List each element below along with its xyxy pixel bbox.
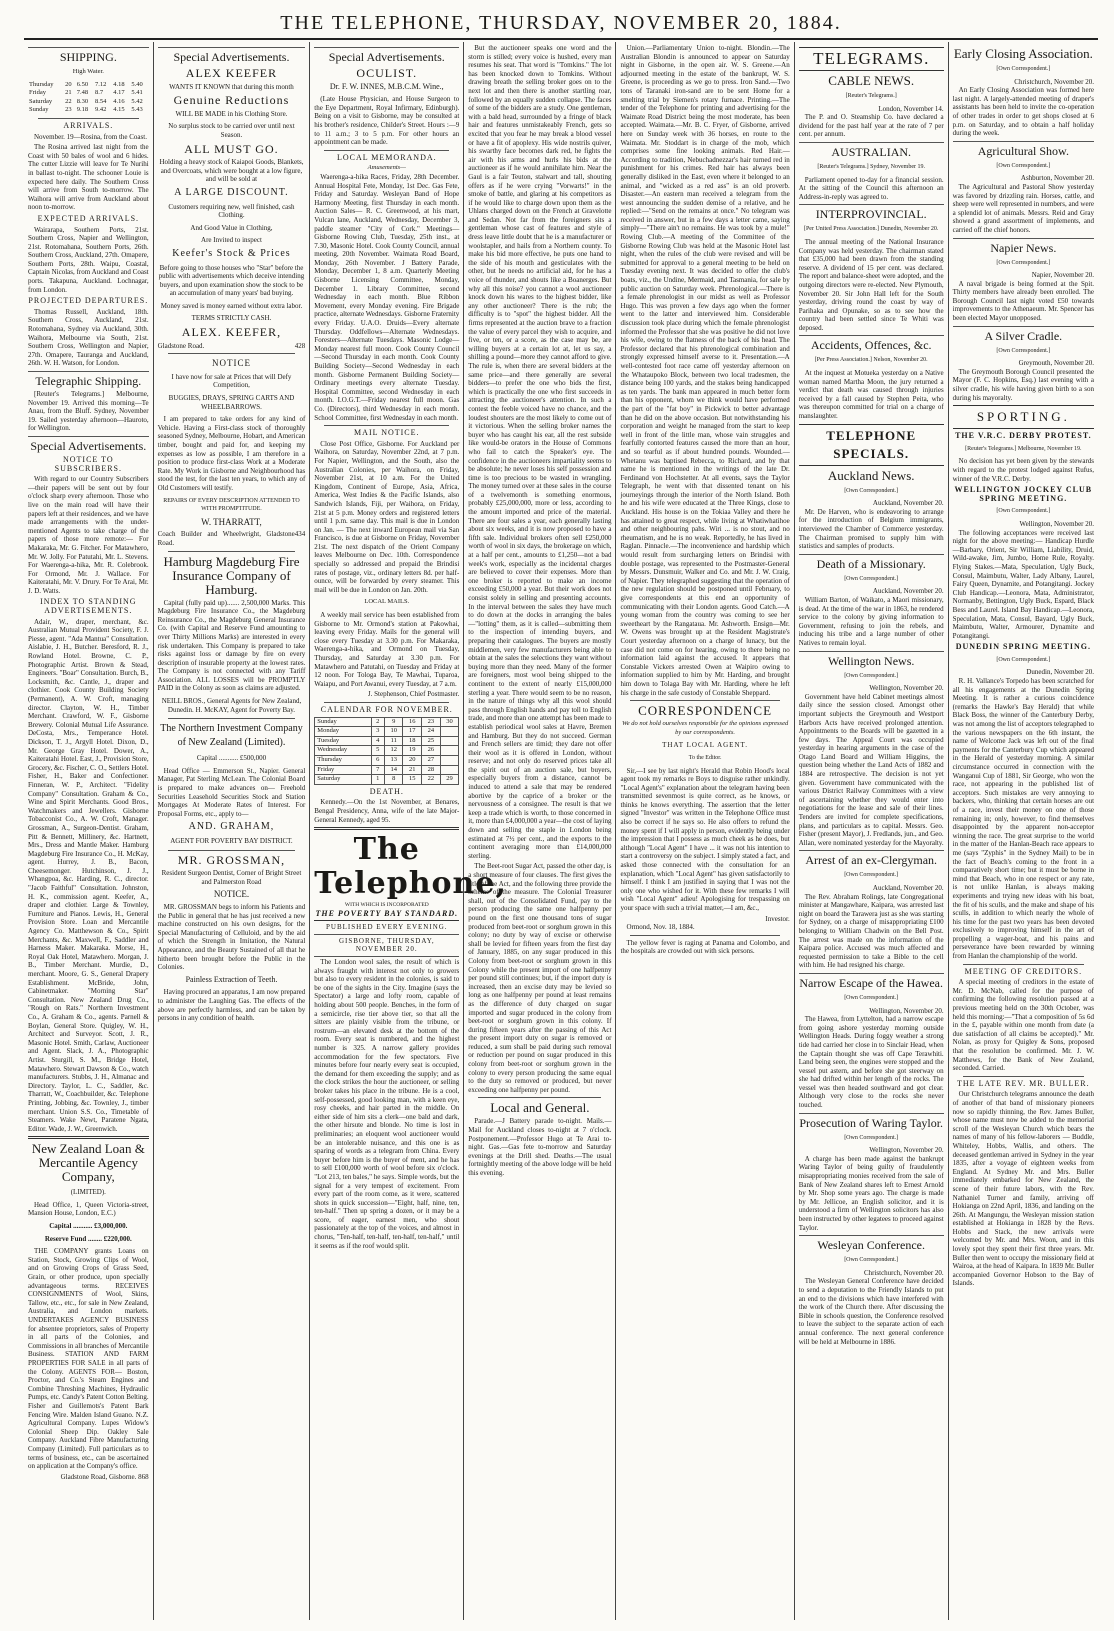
column-3 [310, 42, 507, 1620]
australian-source: [Reuter's Telegrams.] Sydney, November 19. [817, 163, 926, 170]
repairs-text: REPAIRS OF EVERY DESCRIPTION ATTENDED TO WITH PROMPTITUDE. [163, 497, 300, 513]
dunedin-dateline: Dunedin, November 20. [1026, 668, 1095, 677]
own-correspondent: [Own Correspondent.] [844, 1134, 899, 1141]
column-4 [464, 42, 616, 1620]
tharratt-address [158, 530, 306, 547]
tide-cell: 9.42 [94, 106, 107, 114]
calendar-date: 30 [440, 717, 459, 727]
page-header: THE TELEPHONE, THURSDAY, NOVEMBER 20, 1884. [24, 8, 1098, 40]
divider [314, 934, 459, 935]
calendar-date [440, 727, 459, 737]
tide-cell: 21 [65, 89, 72, 97]
buggies-heading: BUGGIES, DRAYS, SPRING CARTS AND WHEELBARROWS. [168, 394, 295, 411]
keefers-stock-prices: Keefer's Stock & Prices [172, 247, 291, 259]
cradle-body: The Greymouth Borough Council presented the Mayor (F. C. Hopkins, Esq.) last evening with a silver cradle, his wife having given birth to a son during his mayoralty. [952, 367, 1095, 402]
divider [478, 1097, 601, 1098]
calendar-day: Wednesday [315, 746, 371, 756]
calendar-date [440, 755, 459, 765]
invited-text: Are Invited to inspect [201, 236, 262, 245]
calendar-row [315, 755, 459, 765]
hawea-body: The Hawea, from Lyttelton, had a narrow escape from going ashore yesterday morning outside Wellington Heads. During foggy weather a strong tide had carried her close in to Sinclair Head, when the Captain thought she was off Cape Terawhiti. Land being seen, the engines were stopped and the vessel put astern, and before she got steerway on she had drifted within her length of the rocks. The vessel was then headed southward and got clear. Although very close to the rocks she never touched. [798, 1015, 944, 1110]
hawea-dateline: Wellington, November 20. [869, 1006, 944, 1015]
auckland-dateline: Auckland, November 20. [872, 499, 944, 508]
calendar-date: 26 [422, 746, 441, 756]
calendar-date: 19 [403, 746, 422, 756]
calendar-date: 2 [371, 717, 384, 727]
tide-table-title: High Water. [72, 68, 104, 75]
amusements-label: Amusements— [367, 164, 406, 172]
wesleyan-heading: Wesleyan Conference. [799, 1235, 944, 1252]
divider [324, 150, 449, 151]
calendar-date: 21 [403, 765, 422, 775]
before-going-text: Before going to those houses who "Star" before the public with advertisements which deceive intending buyers, and upon examination show the stock to be an accumulation of many years' bad buying. [158, 263, 305, 298]
wjc-body: The following acceptances were received last night for the above meeting:— Handicap Hurdle—Barbary, Orient, Sir William, Liability, Druid, Wild-awake, Jim, Jumbo, Home Rule, Royalty. Flying Stakes.—Mata, Speculation, Ugly Buck, Consul, Maimbutu, Walter, Lady Albany, Laurel, Fairy Queen, Dynamite, and Potangitangi. Jockey Club Handicap.—Leonora, Mata, Administrator, Normanby, Bettington, Ugly Buck, Espard, Black Bess and Laurel. Island Bay Handicap.—Leonora, Speculation, Mata, Consul, Bayard, Ugly Buck, Maimbutu, Walter, Armourer, Dynamite and Potangitangi. [952, 528, 1095, 640]
calendar-date: 8 [384, 775, 403, 785]
arrest-dateline: Auckland, November 20. [872, 884, 944, 892]
letter-body: Sir,—I see by last night's Herald that Robin Hood's local agent took my remarks re Boys to disguise rather unkindly. "Local Agent's" explanation about the telegram having been transmitted sevenmost is quite correct, as he knows, or thinks he knows everything. The assertion that the letter signed "Investor" was written in the Telephone Office must also be correct if he says so. He also offers to refund the money spent if I will apply in person, evidently being under the impression that I possess as much cheek as he does, but although "Local Agent" I have ... it was not his intention to start a controversy on the subject. I simply stated a fact, and asked those connected with the consultation for an explanation, which "Local Agent" has given satisfactorily to himself. I think I am justified in saying that I was not the only one who wished for it. With these few remarks I will wish "Local Agent" adieu! Apologising for trespassing on your space with such a trivial matter,—I am, &c., [620, 766, 790, 912]
wjc-heading: WELLINGTON JOCKEY CLUB SPRING MEETING. [954, 485, 1093, 503]
calendar-date: 25 [422, 736, 441, 746]
calendar-date: 18 [403, 736, 422, 746]
local-memoranda-heading: LOCAL MEMORANDA. [336, 152, 437, 162]
special-ads-heading: Special Advertisements. [158, 47, 306, 64]
notice-subscribers-text: With regard to our Country Subscribers—their papers will be sent out by four o'clock sharp every afternoon. Those who live on the main road will have their papers left at their residences, and we have made arrangements with the under-mentioned Agents to take charge of the papers of those more remote:— For Makaraka, Mr. G. Fitcher. For Matawhero, Mr. W. Jolly. For Patutahi, Mr. L. Stevens. For Waerenga-a-hika, Mr. R. Colebrook. For Ormond, Mr. J. Wallace. For Kaiteratahi, Mr. V. Drury. For Te Arai, Mr. J. D. Watts. [28, 475, 149, 595]
painless-body: Having procured an apparatus, I am now prepared to administer the Laughing Gas. The effects of the above are perfectly harmless, and can be taken by persons in any condition of health. [157, 988, 306, 1023]
wesleyan-dateline: Christchurch, November 20. [863, 1268, 944, 1277]
hamburg-heading: Hamburg Magdeburg Fire Insurance Company of Hamburg. [163, 553, 300, 597]
letter-title: THAT LOCAL AGENT. [662, 741, 749, 750]
tide-cell: 4.18 [113, 80, 125, 88]
tide-row [28, 106, 149, 115]
australian-body: Parliament opened to-day for a financial session. At the sitting of the Council this afternoon an Address-in-reply was agreed to. [798, 175, 944, 201]
northern-capital: Capital ........... £500,000 [196, 754, 267, 763]
divider [168, 850, 296, 851]
terms-cash: TERMS STRICTLY CASH. [191, 314, 272, 323]
calendar-date: 15 [403, 775, 422, 785]
wants-it-known: WANTS IT KNOWN that during this month [169, 82, 294, 91]
nzloan-limited: (LIMITED). [70, 1188, 106, 1197]
arrivals-list: November. 19—Rosina, from the Coast. [34, 132, 147, 141]
calendar-date: 7 [371, 765, 384, 775]
correspondence-disclaimer: We do not hold ourselves responsible for the opinions expressed by our correspondents. [621, 720, 789, 736]
own-correspondent: [Own Correspondent.] [844, 872, 899, 879]
calendar-date: 29 [440, 775, 459, 785]
local-general-heading: Local and General. [490, 1100, 590, 1116]
tide-cell: Saturday [29, 97, 53, 105]
notice-subscribers-heading: NOTICE TO SUBSCRIBERS. [54, 454, 122, 473]
dunedin-body: R. H. Vallance's Torpedo has been scratched for all his engagements at the Dunedin Spring Meeting. It is rather a curious coincidence (remarks the Hawke's Bay Herald) that while Black Boss, the winner of the Canterbury Derby, was not among the list of acceptors telegraphed to the various newspapers on the 6th instant, the name of Welcome Jack was left out of the final payments for the Canterbury Cup which appeared in the Herald of yesterday morning. A similar circumstance occurred in connection with the Wanganui Cup of 1881, Sir George, who won the race, not appearing in the published list of acceptors. Such mistakes are very annoying to backers, who, thinking that certain horses are out of a race, invest their money on one of those remaining in; only, however, to find themselves disappointed by the apparent non-acceptor winning the race. The great surprise to the world in the matter of the Hanlan-Beach race appears to me (says "Zyphis" in the Sydney Mail) to be in the fact of Beach's coming to the front in a comparatively short time; but it must be borne in mind that Beach, who in one respect or any rate, is not unlike Hanlan, is always making experiments and trying new ideas with his boat, the fit of his sculls, and the make and shape of his sculls, in addition to which nearly the whole of his time for the past two years has been devoted exclusively to improving himself in the art of propelling a wager-boat, and his pains and perseverance have been rewarded by winning from Hanlan the championship of the world. [952, 677, 1095, 961]
tide-cell: 22 [65, 97, 72, 105]
clothing-store: WILL BE MADE in his Clothing Store. [175, 109, 288, 118]
missionary-heading: Death of a Missionary. [799, 554, 944, 571]
interprovincial-source: [Per United Press Association.] Dunedin, November 20. [803, 226, 939, 233]
graham-agent: AGENT FOR POVERTY BAY DISTRICT. [170, 837, 293, 845]
own-correspondent: [Own Correspondent.] [996, 508, 1051, 515]
customers-text: Customers requiring new, well finished, cash Clothing. [168, 202, 295, 220]
calendar-date: 11 [384, 736, 403, 746]
arrest-heading: Arrest of an ex-Clergyman. [799, 850, 944, 867]
tide-cell: 6.50 [76, 80, 89, 88]
calendar-date [440, 765, 459, 775]
silver-cradle-heading: A Silver Cradle. [953, 326, 1094, 343]
calendar-day: Tuesday [315, 736, 371, 746]
interprovincial-body: The annual meeting of the National Insurance Company was held yesterday. The chairman stated that £35,000 had been drawn from the standing reserve. A dividend of 15 per cent. was declared. The report and balance-sheet were adopted, and the outgoing directors were re-elected. New Plymouth, November 20. Sir John Hall left for the South yesterday, driving round the coast by way of Parihaka and Opunake, so as to see how the country had been settled since Te Whiti was deposed. [798, 237, 944, 332]
calendar-date: 3 [371, 727, 384, 737]
innes-name: Dr. F. W. INNES, M.B.C.M. Wine., [329, 81, 444, 91]
derby-protest-heading: THE V.R.C. DERBY PROTEST. [955, 431, 1092, 441]
calendar-date: 1 [371, 775, 384, 785]
calendar-heading: CALENDAR FOR NOVEMBER. [320, 704, 453, 714]
tharratt-notice-text: I have now for sale at Prices that will Defy Competition, [171, 372, 292, 390]
index-list: Adair, W., draper, merchant, &c. Australian Mutual Provident Society, F. J. Piesse, agent. "Ada Mantua" Consultation. Aislabie, J. H., Butcher. Beresford, R. J., Rowland Hotel. Browne, C. P., Photographic Artist. Brown & Stead, Engineers. "Boar" Consultation. Burch, B., Locksmith, &c. Cantle, J., draper and clothier. Cook County Building Society (Permanent), A. W. Croft, managing director. Clayton, W. H., Timber Merchant. Crawford, W. F., Gisborne Brewery. Colonial Mutual Life Assurance. DeCosta, Mrs., Temperance Hotel. Dickson, T. J., Argyll Hotel. Dixon, D., Mr. George Gray Hotel. Dower, A., Kaiteratahi Hotel. East, J., Provision Store, Grocery, &c. Fischer, C. O., Settlers Hotel. Fisher, H., Baker and Confectioner. Finneran, W. P., Architect. "Fidelity Company" Consultation. Graham & Co., Wine and Spirit Merchants. Good Bros., Watchmakers and Jewellers. Gisborne Tobacconist Co., A. W. Croft, Manager. Grossman, A., Surgeon-Dentist. Graham, Pitt & Bennett, Millinery, &c. Hartnett, Mrs., Dress and Mantle Maker. Hamburg Magdeburg Fire Insurance Co., H. McKay, agent. Hurrey, J. B., Bacon, Cheesemonger. Hutchinson, J. J., Whangpoa, &c. Harding, R. C., director. "Jacob Faithful" Consultation. Johnston, H. K., commission agent. Keefer, A., draper and clothier. Large & Townley, Furniture and Pianos. Lewis, H., General Provision Store. Loan and Mercantile Agency Co. Matthewson & Co., Spirit Merchants, &c. Maxwell, F., Saddler and Harness Maker. Makaraka. Morse, H., Royal Oak Hotel, Matawhero. Morgan, J. B., Timber Merchant. Murdie, D., merchant. Moore, G. S., General Drapery Establishment. McBride, John, Cabinetmaker. "Morning Star" Consultation. New Zealand Drug Co., "Rough on Rats." Northern Investment Co., A. Graham & Co., agents. Parnell & Boylan, General Store. Quigley, W. H., Architect and Surveyor. Scott, J. R., Masonic Hotel. Smith, Carlaw, Auctioneer and Agent. Slack, J. A., Photographic Artist. Sturgill, S. M., Bridge Hotel, Matawhero. Stewart Dawson & Co., watch manufacturers. Stubbs, J. H., Almanac and Directory. Taylor, L. C., Saddler, &c. Tharratt, W., Coachbuilder, &c. Telephone Printing, Jobbing, &c. Townley, J., timber merchant. Union S.S. Co., Timetable of Steamers. Wake Newt, Paratene Ngata, Editor. Wade, J. W., Greenwich. [28, 617, 149, 1133]
editorial-dateline: GISBORNE, THURSDAY, NOVEMBER 20. [338, 936, 435, 954]
calendar-day: Friday [315, 765, 371, 775]
nzloan-body: THE COMPANY grants Loans on Station, Stock, Growing Clips of Wool, and on Growing Crops of Grass Seed, Grain, or other produce, upon specially advantageous terms. RECEIVES CONSIGNMENTS of Wool, Skins, Tallow, etc., etc., for sale in New Zealand, Australia, and London markets. UNDERTAKES AGENCY BUSINESS for absentee proprietors, sales of Property in all parts of the Colonies, and Commissions in all branches of Mercantile Business. STATION AND FARM PROPERTIES FOR SALE in all parts of the Colony. AGENTS FOR— Boston, Proctor, and Co.'s Steam Engines and Combine Threshing Machines, Hydraulic Pumps, etc. Candy's Patent Cotton Belting. Fisher and Guillemots's Patent Bark Fencing Wire. Malden Island Guano. N.Z. Agricultural Company. Lupes Widow's Colonial Sheep Dip. Oakley Sale Company. Auckland Fibre Manufacturing Company (Limited). Full particulars as to terms of business, etc., can be ascertained on application at the Company's office. [28, 1247, 149, 1471]
column-5 [616, 42, 794, 1620]
tide-cell: 7.48 [76, 89, 89, 97]
auckland-news-heading: Auckland News. [827, 467, 915, 483]
own-correspondent: [Own Correspondent.] [996, 656, 1051, 663]
auckland-body: Mr. De Harven, who is endeavoring to arrange for the introduction of Belgium immigrants, interviewed the Chamber of Commerce yesterday. The Chairman promised to supply him with statistics and samples of products. [798, 507, 944, 551]
creditors-body: A special meeting of creditors in the estate of Mr. D. McNab, called for the purpose of confirming the following resolution passed at a previous meeting held on the 30th October, was held this morning:—"That a composition of 5s 6d in the £, payable within one month from date (a due satisfaction of all claims be accepted)." Mr. Nolan, as proxy for Quigley & Sons, proposed that the resolution be confirmed. Mr. J. W. Matthews, for the Bank of New Zealand, seconded. Carried. [952, 978, 1095, 1073]
and-graham: AND. GRAHAM, [188, 821, 275, 833]
mail-notice-heading: MAIL NOTICE. [354, 428, 420, 438]
calendar-date: 27 [422, 755, 441, 765]
calendar-day: Thursday [315, 755, 371, 765]
tide-row [28, 81, 149, 90]
tide-cell: Sunday [29, 106, 49, 114]
local-memoranda-body: Waerenga-a-hika Races, Friday, 28th December. Annual Hospital Fete, Monday, 1st Dec. Gas Fete, Friday and Saturday. Wesleyan Band of Hope Harmony Meeting, first Thursday in each month. Auction Sales— R. C. Greenwood, at his mart, Vulcan lane, Auckland, Wednesday, December 3, paddle steamer "City of Cork." Meetings— Gisborne Rowing Club, Tuesday, 25th inst., at 7.30, Masonic Hotel. Cook County Council, annual meeting, 20th November. Waimata Road Board, Monday, 26th November. J Battery Parade, Monday, December 1, 8 a.m. Quarterly Meeting Gisborne Licensing Committee, Monday, December 1. Library Committee, second Wednesday in each month. Blue Ribbon Movement, every Monday evening. Fire Brigade practice, alternate Wednesdays. Gisborne Fraternity every Friday. U.A.O. Druids—Every alternate Thursday. Oddfellows—Alternate Wednesdays. Foresters—Alternate Tuesdays. Masonic Lodge—Monday nearest full moon. Cook County Council—Second Thursday in each month. Cook County Building Society—Second Wednesday in each month. Gisborne Permanent Building Society—Ordinary meetings every alternate Tuesday. Hospital Committee, second Wednesday in each month. I.O.G.T.—Friday nearest full moon. Gas Co. (Directors), third Wednesday in each month. School Committee, first Wednesday in each month. [314, 172, 460, 422]
own-correspondent: [Own Correspondent.] [996, 347, 1051, 354]
divider [168, 353, 296, 354]
divider [38, 118, 139, 119]
cable-body: The P. and O. Steamship Co. have declared a dividend for the past half year at the rate of 7 per cent. per annum. [798, 113, 944, 139]
wjc-dateline: Wellington, November 20. [1019, 519, 1095, 528]
calendar-date: 20 [403, 755, 422, 765]
keefer-ad-number: 428 [294, 341, 306, 350]
standard-slogan: THE POVERTY BAY STANDARD. [314, 910, 459, 922]
tide-cell: 7.12 [94, 80, 107, 88]
missionary-dateline: Auckland, November 20. [872, 587, 944, 596]
early-closing-heading: Early Closing Association. [953, 46, 1093, 61]
wesleyan-body: The Wesleyan General Conference have decided to send a deputation to the Friendly Islands to put an end to the divisions which have interfered with the work of the Church there. After discussing the Bible in schools question, the Conference resolved to leave the subject to the separate action of each annual conference. The next general conference will be held at Melbourne in 1886. [798, 1277, 944, 1346]
local-general-body: Parade.—J Battery parade to-night. Mails.—Mail for Auckland closes to-night at 7 o'clock. Postponement.—Professor Hugo at Te Arai to-night. Gas.—Gas fete to-morrow and Saturday evenings at the Drill shed. Deaths.—The usual fortnightly meeting of the above lodge will be held this evening. [468, 1117, 612, 1177]
alex-keefer-signature: ALEX. KEEFER, [181, 325, 282, 340]
divider [28, 1136, 149, 1139]
tide-cell: 4.16 [113, 97, 125, 105]
london-dateline: London, November 14. [878, 104, 944, 113]
grossman-heading: MR. GROSSMAN, [177, 852, 286, 867]
hamburg-body: Capital (fully paid up)....... 2,500,000 Marks. This Magdeburg Fire Insurance Co., the Magdeburg Reinsurance Co., the Magdeburg General Insurance Co. (with Capital and Reserve Fund amounting to over Thirty Millions Marks) are interested in every risk undertaken. This Company is prepared to take risks against loss or damage by fire on every description of insurable property at the lowest rates. The Company is not connected with any Tariff Association. ALL LOSSES will be PROMPTLY PAID in the Colony as soon as claims are adjusted. [157, 598, 306, 693]
divider [963, 964, 1084, 965]
telephone-specials-heading: TELEPHONE SPECIALS. [799, 424, 944, 466]
hawea-heading: Narrow Escape of the Hawea. [799, 973, 944, 990]
calendar-row [315, 746, 459, 756]
mail-notice-body: Close Post Office, Gisborne. For Auckland per Waihora, on Saturday, November 22nd, at 7 p.m. For Napier, Wellington, and the South, also the Australian Colonies, per Waihora, on Friday, November 21st, at 10 a.m. For the United Kingdom, Continent of Europe, Asia, Africa, America, West Indies & the Pacific Islands, also Sandwich Islands, Fiji, per Waihora, on Friday, 21st at 5 p.m. Money orders and registered letters until 1 p.m. same day. This mail is due in London on Jan. — The next inward European mail via San Francisco, is due at Gisborne on Friday, November 21st. The next dispatch of the Orient Company leaves Melbourne on Dec. 10th. Correspondence specially so addressed and prepaid the Brindisi rates of postage, viz., ordinary letters 8d. per half-ounce, will be forwarded by every steamer. This mail will be due in London on Jan. 20th. [314, 439, 460, 594]
calendar-date: 4 [371, 736, 384, 746]
agricultural-show-heading: Agricultural Show. [953, 141, 1094, 158]
agricultural-body: The Agricultural and Pastoral Show yesterday was favored by drizzling rain. Horses, cattle, and sheep were well represented in numbers, and were a splendid lot of animals. Messrs. Reid and Gray showed a grand assortment of implements, and carried off the chief honors. [952, 182, 1095, 234]
own-correspondent: [Own Correspondent.] [996, 66, 1051, 72]
tide-cell: 8.7 [94, 89, 104, 97]
divider [314, 827, 459, 830]
tide-row [28, 98, 149, 107]
sporting-heading: SPORTING. [953, 405, 1094, 429]
column-7 [949, 42, 1098, 1620]
own-correspondent: [Own Correspondent.] [996, 162, 1051, 169]
expected-arrivals-list: Wairarapa, Southern Ports, 21st. Southern Cross, Napier and Wellington, 21st. Rotomahana, Southern Ports, 26th. Southern Cross, Auckland, 27th. Omapere, Southern Ports, 28th. Waipu, Coastal, Captain Nicolas, from Auckland and Coast ports. Takapuna, Auckland. Lochnagar, from London. [28, 225, 149, 294]
calendar-date: 5 [371, 746, 384, 756]
tide-cell: 5.41 [131, 89, 143, 97]
calendar-date: 13 [384, 755, 403, 765]
surplus-stock: No surplus stock to be carried over until next Season. [168, 122, 295, 139]
projected-departures-heading: PROJECTED DEPARTURES. [28, 296, 149, 306]
buller-body: Our Christchurch telegrams announce the death of another of that band of missionary pioneers now so rapidly thinning, the Rev. James Buller, whose name must now be added to the memorial scroll of the Wesleyan Church which bears the names of many of his fellow-laborers — Buddle, Whiteley, Hobbs, Wallis, and others. The deceased gentleman arrived in Sydney in the year 1835, after a voyage of eighteen weeks from England. At Sydney Mr. and Mrs. Buller immediately embarked for New Zealand, the scene of their future labors, with the Rev. Nathaniel Turner and family, arriving off Hokianga on 22nd April, 1836, and landing on the 26th. At Mangungu, the Wesleyan mission station established at Hokianga in 1828 by the Revs. Hobbs and Stack, the new arrivals were welcomed by Mr. and Mrs. Woon, and in this lovely spot they spent their first three years. Mr. Buller then went to occupy the missionary field at Wairoa, at the head of Kaipara. In 1839 Mr. Buller accompanied Governor Hobson to the Bay of Islands. [952, 1090, 1095, 1288]
oculist-heading: OCULIST. [356, 66, 418, 80]
special-ads-heading: Special Advertisements. [314, 47, 459, 64]
agricultural-dateline: Ashburton, November 20. [1020, 174, 1095, 183]
own-correspondent: [Own Correspondent.] [844, 575, 899, 582]
death-notice: Kennedy.—On the 1st November, at Benares, Bengal Presidency, Anna, wife of the late Major-General Kennedy, aged 95. [314, 798, 460, 824]
divider [324, 425, 449, 426]
calendar-date: 14 [384, 765, 403, 775]
shipping-heading: SHIPPING. [28, 47, 149, 64]
kaiapoi-goods: Holding a heavy stock of Kaiapoi Goods, Blankets, and Overcoats, which were bought at a low figure, and will be sold at [159, 158, 304, 184]
telegraphic-shipping-text: [Reuter's Telegrams.] Melbourne, November 19. Arrived this morning—Te Anau, from the Bluff. Sydney, November 19. Sailed yesterday afternoon—Hauroto, for Wellington. [28, 390, 149, 433]
calendar-date: 6 [371, 755, 384, 765]
projected-departures-list: Thomas Russell, Auckland, 18th. Southern Cross, Auckland, 21st. Rotomahana, Sydney via Auckland, 30th. Waihora, Melbourne via South, 21st. Southern Cross, Wellington and Napier, 27th. Omapere, Tauranga and Auckland, 26th. W. H. Watson, for London. [28, 307, 149, 368]
cable-news-heading: CABLE NEWS. [828, 73, 915, 88]
editorial-wool-sales: The London wool sales, the result of which is always fraught with interest not only to growers but also to every resident in the colonies, is said to be one of the sights in the City. Imagine (says the Spectator) a large and lofty room, capable of holding about 500 people. Benches, in the form of a semicircle, rise tier above tier, so that all the sitters are plainly visible from the tribune, or rostrum—an elevated desk at the bottom of the room. Every seat is numbered, and the highest number is 325. A narrow gallery provides accommodation for the few spectators. Five minutes before four nearly every seat is occupied, the demand for them exceeding the supply; and as the clock strikes the hour the auctioneer, or selling broker takes his place in the tribune. He is a cool, self-possessed, good looking man, with a keen eye, rosy cheeks, and hair parted in the middle. On either side of him sits a clerk—one bald and dark, the other hirsute and blonde. No time is lost in preliminaries; an eloquent wool auctioneer would be an intolerable nuisance, and this one is as sparing of words as a telegram from China. Every buyer before him is the buyer of ment, and he has to sell £100,000 worth of wool before six o'clock. "Lot 213, ten bales," he says. Simple words, but the signal for a very tempest of excitement. From every part of the room come, as it were, scattered shots in quick succession—"Eight, half, nine, ten, ten-half." Then up spring a dozen, or it may be a score, of eager, earnest men, who shout passionately at the top of the voices, and almost in chorus, "Ten-half, ten-half, ten-half, ten-half," until it seems as if the roof would split. [314, 958, 460, 1250]
early-closing-dateline: Christchurch, November 20. [1014, 77, 1095, 86]
calendar-date: 12 [384, 746, 403, 756]
napier-news-heading: Napier News. [953, 238, 1094, 255]
postmaster-signature: J. Stephenson, Chief Postmaster. [367, 690, 460, 699]
tide-cell: 23 [65, 106, 72, 114]
telegraphic-shipping-heading: Telegraphic Shipping. [28, 371, 149, 388]
painless-heading: Painless Extraction of Teeth. [185, 974, 278, 984]
alex-keefer-title: ALEX KEEFER [185, 66, 278, 80]
own-correspondent: [Own Correspondent.] [844, 672, 899, 679]
calendar-date: 23 [422, 717, 441, 727]
innes-body: (Late House Physician, and House Surgeon to the Eye Department, Royal Infirmary, Edinburgh). Being on a visit to Gisborne, may be consulted at his brother's residence, Childer's Street. Hours :—9 to 11 a.m.; 3 to 5 p.m. For other hours an appointment can be made. [314, 95, 460, 147]
tide-cell: 4.15 [113, 106, 125, 114]
napier-body: A naval brigade is being formed at the Spit. Thirty members have already been enrolled. The Borough Council last night voted £50 towards improvements to the Athenaeum. Mr. Spencer has been elected Mayor unopposed. [952, 279, 1095, 323]
tide-cell: 8.30 [76, 97, 89, 105]
tide-cell: Thursday [29, 80, 54, 88]
calendar-date: 9 [384, 717, 403, 727]
accidents-heading: Accidents, Offences, &c. [799, 335, 944, 352]
accidents-body: At the inquest at Motueka yesterday on a Native woman named Martha Moon, the jury returned a verdict that death was caused through injuries received by a fall caused by Stephen Peita, who was thereupon committed for trial on a charge of manslaughter. [798, 369, 944, 421]
accidents-source: [Per Press Association.] Nelson, November 20. [814, 357, 928, 364]
cradle-dateline: Greymouth, November 20. [1018, 359, 1095, 368]
tharratt-name: W. THARRATT, [201, 516, 262, 527]
buller-heading: THE LATE REV. MR. BULLER. [957, 1078, 1090, 1088]
divider [324, 702, 449, 703]
tharratt-ad-number: 434 [294, 530, 306, 539]
divider [630, 700, 779, 701]
letter-to-editor: To the Editor. [688, 754, 722, 761]
australian-heading: AUSTRALIAN. [799, 142, 944, 159]
calendar-day: Saturday [315, 775, 371, 785]
published-every-evening: PUBLISHED EVERY EVENING. [326, 923, 448, 932]
calendar-date: 16 [403, 717, 422, 727]
divider [314, 956, 459, 957]
napier-dateline: Napier, November 20. [1031, 271, 1095, 280]
waring-taylor-heading: Prosecution of Waring Taylor. [799, 1113, 944, 1130]
column-1 [24, 42, 154, 1620]
calendar-row [315, 727, 459, 737]
nzloan-reserve: Reserve Fund ........ £220,000. [44, 1234, 132, 1243]
nzloan-heading: New Zealand Loan & Mercantile Agency Company, [31, 1141, 145, 1185]
keefer-address [158, 342, 306, 351]
calendar-row [315, 717, 459, 727]
column-6 [795, 42, 949, 1620]
local-mails-body: A weekly mail service has been established from Gisborne to Mr. Ormond's station at Pakowhai, leaving every Friday. Mails for the general will close every Tuesday at 3.30 p.m. For Makaraka, Waerenga-a-hika, and Ormond on Tuesday, Thursday, and Saturday at 3.30 p.m. For Matawhero and Patutahi, on Tuesday and Friday at 12 noon. For Tologa Bay, Te Mawhai, Tuparoa, Waiapu, and Port Awanui, every Tuesday, at 7 a.m. [314, 611, 460, 688]
waring-taylor-dateline: Wellington, November 20. [869, 1146, 944, 1155]
newspaper-nameplate: The Telephone, [314, 832, 507, 902]
calendar-table [314, 717, 459, 785]
local-mails-heading: LOCAL MAILS. [364, 598, 410, 606]
nzloan-capital: Capital ........... £3,000,000. [49, 1222, 128, 1231]
tide-cell: 8.54 [94, 97, 107, 105]
letter-signature: Investor. [765, 914, 790, 923]
nzloan-signature: Gladstone Road, Gisborne. 868 [60, 1472, 149, 1481]
tide-cell: 5.42 [131, 97, 143, 105]
letter-date: Ormond, Nov. 18, 1884. [626, 923, 695, 932]
missionary-body: William Barton, of Waikato, a Maori missionary, is dead. At the time of the war in 1863, he rendered service to the colony by giving information to Government, refusing to join the rebels, and inducing his tribe and a large number of other Natives to remain loyal. [798, 595, 944, 647]
tide-row [28, 89, 149, 98]
all-must-go: ALL MUST GO. [184, 141, 279, 156]
calendar-date [440, 746, 459, 756]
tide-cell: 20 [65, 80, 72, 88]
column-2 [154, 42, 311, 1620]
good-value-text: And Good Value in Clothing, [190, 223, 273, 232]
northern-body: Head Office — Emmerson St., Napier. General Manager, Pat Sterling McLean. The Colonial Board is prepared to make advances on— Freehold Securities Leasehold Securities Stock and Station Mortgages At Moderate Rates of Interest. For Proposal Forms, etc., apply to— [157, 766, 306, 818]
tide-cell: 9.18 [76, 106, 89, 114]
tharratt-body: I am prepared to take orders for any kind of Vehicle. Having a First-class stock of thoroughly seasoned Sydney, Melbourne, Hobart, and American timber, bought and paid for, and keeping my expenses as low as possible, I am therefore in a position to produce first-class Work at a Moderate Rate. My Work in Gisborne and Neighbourhood has stood the test, for the last ten years, to which any of Old Customers will testify. [157, 415, 306, 492]
divider [963, 1076, 1084, 1077]
calendar-date: 17 [403, 727, 422, 737]
wellington-body: Government have held Cabinet meetings almost daily since the session closed. Amongst other important subjects the Greymouth and Westport Harbors Acts have received prolonged attention. Appointments to the Boards will be gazetted in a few days. The Appeal Court was occupied yesterday in hearing arguments in the case of the Otago Land Board and William Higgins, the question being whether the Land Acts of 1882 and 1884 are retrospective. The decision is not yet given. Government have communicated with the various District Railway Committees with a view of ascertaining whether they would enter into negotiations for the lease and sale of their lines. Tenders are invited for complete specifications, plans, and particulars as to capital. Messrs. Geo. Fisher (present Mayor), J. Fredlands, jun., and Geo. Allan, were nominated yesterday for the Mayoralty. [798, 692, 944, 847]
nzloan-office: Head Office, 1, Queen Victoria-street, Mansion House, London, E.C.) [28, 1200, 149, 1218]
keefer-road: Gladstone Road. [157, 341, 205, 350]
waring-taylor-body: A charge has been made against the bankrupt Waring Taylor of being guilty of fraudulently misappropriating monies received from the sale of Bank of New Zealand shares left to Ernest Arnold by Mr. Shop some years ago. The charge is made by Mr. Jellicoe, an English solicitor, and it is understood a firm of Wellington solicitors has also been instructed by other legatees to proceed against Taylor. [798, 1154, 944, 1232]
calendar-row [315, 775, 459, 785]
arrivals-notes: The Rosina arrived last night from the Coast with 50 bales of wool and 6 hides. The cutter Lizzie will leave for Te Nurihi in ballast to-night. The schooner Louie is expected here daily. The Southern Cross will arrive from South to-morrow. The Waihora will arrive from Auckland about noon to-morrow. [28, 143, 149, 212]
divider [630, 935, 779, 936]
derby-body: No decision has yet been given by the stewards with regard to the protest lodged against Rufus, winner of the V.R.C. Derby. [952, 457, 1095, 483]
index-heading: INDEX TO STANDING ADVERTISEMENTS. [40, 597, 137, 616]
divider [168, 551, 296, 552]
dunedin-spring-heading: DUNEDIN SPRING MEETING. [955, 642, 1091, 652]
special-ads-heading: Special Advertisements. [28, 436, 149, 453]
reuter-source: [Reuter's Telegrams.] [845, 93, 897, 99]
tide-cell: 5.40 [131, 80, 143, 88]
calendar-date: 24 [422, 727, 441, 737]
tharratt-coach: Coach Builder and Wheelwright, Gladstone Road. [157, 530, 295, 547]
calendar-row [315, 765, 459, 775]
calendar-date: 28 [422, 765, 441, 775]
tide-table [28, 81, 149, 115]
calendar-date: 22 [422, 775, 441, 785]
neill-bros: NEILL BROS., General Agents for New Zealand, Dunedin. H. McKAY, Agent for Poverty Bay. [161, 697, 302, 714]
editorial-continued: But the auctioneer speaks one word and the storm is stilled; every voice is hushed, every man resumes his seat. That word is "Tomkins." The lot has been knocked down to Tomkins. Without drawing breath the selling broker goes on to the next lot and then there is another startling roar, followed by an equally sudden collapse. The faces of some of the bidders are a study. One gentleman, with a bald head, surrounded by a fringe of black hair and features unmistakeably French, gets so excited that you fear he may break a blood vessel or have a fit of apoplexy. His wide nostrils quiver, his swarthy face becomes dark red, he fights the air with his arms and hurls his bids at the auctioneer as if he would annihilate him. Near the Gaul is a fair Teuton, stalwart and tall, shouting offers as if he were crying "Vorwarts!" in the smoke of battle, and glaring at his competitors as if he would like to charge down upon them as the Uhlans charged down on the French at Gravelotte and Sedan. Not far from the foreigners sits a gentleman whose cast of features and style of dress leave little doubt that he is a manufacturer or woolstapler, and hails from a Northern county. To make his bid more effective, he puts one hand to the side of his mouth and gesticulates with the other, but he needs no artificial aid, for he has a voice of thunder, and shouts like a Boanerges. But why all this noise? you cannot a wool auctioneer knock down his wares to the highest bidder, like any other auctioneer? There is the rub; the difficulty is to "spot" the highest bidder. All the firms represented at the auction brave to a fraction the value of every parcel they wish to acquire, and five, or ten, or a score, as the case may be, are willing buyers at a certain lot at, let us say, a shilling a pound—more they cannot afford to give. The rule is, when there are several bidders at the same price—and there generally are several bidders—to prefer the one who bids the first, which is practically the one who first succeeds in attracting the auctioneer's attention. In such a contest the feeble voiced have no chance, and the loudest shouters are the most likely to come out of it victorious. When the selling broker names the buyer who has caught his ear, all the rest subside like would-be orators in the House of Commons who fail to catch the Speaker's eye. The confidence in the auctioneers impartiality seems to be absolute; he never loses his self possession and time is too precious to be wasted in wrangling. The money turned over at these sales in the course of a twelvemonth is something enormous, probably £25,000,000, more or less, according to the amount imported and price of the material. There are four sales a year, each generally lasting about six weeks, and it is now proposed to have a fifth sale. Individual brokers often sell £250,000 worth of wool in six days, the brokerage on which, at a half per cent., amounts to £1,250—not a bad week's work, especially as the incidental charges are believed to cover their expenses. More than one broker is reported to make an income exceeding £50,000 a year. But their work does not consist solely in selling and presenting accounts. In the interval between the sales they have much to do down at the docks in arranging the bales—"lotting" them, as it is called—submitting them to the inspection of intending buyers, and preparing their catalogues. The buyers are mostly middlemen, very few manufacturers being able to obtain at the sales the selections they want without buying more than they need. Many of the former are foreigners, most wool being shipped to the continent to the extent of nearly £15,000,000 sterling a year. There would seem to be no reason, in the nature of things why all this wool should pass through English hands and pay toll to English trade, and more than one attempt has been made to establish periodical wool sales at Havre, Bremen and Hamburg. But they do not succeed. German and French sellers are timid; they dare not offer their wool as it is offered in London, without reserve; and not only do reserved prices take all the spirit out of an auction sale, but buyers, especially buyers from a distance, cannot be induced to attend a sale that may be rendered abortive by the caprice of a broker or the nervousness of a consignee. The result is that we keep a trade which is worth, to those concerned in it, more than £4,000,000 a year—the cost of laying down and selling the staple in London being estimated at 7½ per cent., and the exports to the continent averaging more than £14,000,000 sterling. [468, 44, 612, 860]
wellington-dateline: Wellington, November 20. [869, 684, 944, 693]
death-heading: DEATH. [369, 786, 404, 796]
grossman-notice: NOTICE. [213, 889, 250, 900]
arrest-body: The Rev. Abraham Rolings, late Congregational minister at Mangawhare, Kaipara, was arrested last night on board the Tarawera just as she was starting for Sydney, on a charge of misappropriating £100 belonging to William Chadwin on the Bell Post. The arrest was made on the information of the Kaipara police. Accused was much affected and requested permission to take a Bible to the cell with him. He had resigned his charge. [798, 892, 944, 970]
grossman-address: Resident Surgeon Dentist, Corner of Bright Street and Palmerston Road [161, 869, 302, 886]
grossman-body: MR. GROSSMAN begs to inform his Patients and the Public in general that he has just received a new machine constructed on his own designs, for the Special Manufacturing of Celluloid, and by the aid of which the Strength in Imitation, the Natural Appearance, and the Beauty Sustained of all that he hitherto been brought before the Public in the Colonies. [157, 902, 306, 972]
creditors-heading: MEETING OF CREDITORS. [964, 966, 1083, 976]
divider [168, 718, 296, 719]
derby-source: [Reuter's Telegrams.] Melbourne, November 19. [965, 445, 1082, 452]
large-discount: A LARGE DISCOUNT. [174, 186, 289, 198]
telegrams-heading: TELEGRAMS. [799, 47, 944, 71]
genuine-reductions: Genuine Reductions [173, 93, 290, 108]
yellow-fever-note: The yellow fever is raging at Panama and Colombo, and the hospitals are crowded out with sick persons. [620, 938, 790, 956]
northern-investment-heading: The Northern Investment Company of New Zealand (Limited). [160, 723, 303, 749]
calendar-day: Sunday [315, 717, 371, 727]
incorporated-text: WITH WHICH IS INCORPORATED [344, 902, 429, 909]
wellington-heading: Wellington News. [799, 651, 944, 668]
calendar-date: 10 [384, 727, 403, 737]
calendar-date [440, 736, 459, 746]
calendar-row [315, 736, 459, 746]
correspondence-heading: CORRESPONDENCE [638, 703, 773, 719]
expected-arrivals-heading: EXPECTED ARRIVALS. [37, 213, 140, 223]
interprovincial-heading: INTERPROVINCIAL. [799, 204, 944, 221]
own-correspondent: [Own Correspondent.] [844, 487, 899, 494]
tide-cell: 4.17 [113, 89, 125, 97]
local-general-continued: Union.—Parliamentary Union to-night. Blondin.—The Australian Blondin is announced to appear on Saturday night in Gisborne, in the open air. W. S. Greene.—An adjourned meeting in the estate of the bankrupt, W. S. Greene, is proceeding as we go to press. Iron Sand.—Two tons of Taranaki iron-sand are to be sent Home for a smelting trial by Siemen's rotary furnace. Printing.—The tender of the Telephone for printing and advertising for the Waimate Road District being the most moderate, has been accepted. Waimata.—Mr. B. C. Fryer, of Gisborne, arrived here on Sunday week with 36 horses, en route to the Waimata. Mr. Stoddart is in charge of the mob, which comprises some fine looking animals. Red Hair.—According to tradition, Nebuchadnezzar's hair turned red in punishment for his crimes. Red hair has always been generally disliked in the East, even where it belonged to an animal, and "wicked as a red ass" is an old proverb. Disaster.—An eastern man received a telegram from the west announcing the sudden demise of a relative, and he replied:—"Send on the remains at once." No telegram was received in answer, but in a few days a letter came, saying simply—"There ain't no remains. He was took by a mule!" Rowing Club.—A meeting of the Committee of the Gisborne Rowing Club was held at the Masonic Hotel last night, when the rules of the club were revised and will be submitted for approval to a general meeting to be held on Tuesday evening next. It was decided to offer the club's boats, viz., the Undine, Mermaid, and Tasmania, for sale by public auction on Saturday week. Phrenological.—There is a female phrenologist in our midst as well as Professor Hugo. This was proven a few days ago when the former went to the latter and interviewed him. Considerable discussion took place during which the female phrenologist informed the Professor that she was positive he did not love his wife, owing to the flatness of the back of his head. The Professor declared that his phrenological combination and strongly expressed himself averse to it. Presentation.—A well-contested foot race came off yesterday afternoon on the Whataupoko Block, between two local tradesmen, the distance being 100 yards, and the stakes being handicapped as ten yards. The bank man appeared in much better form than his opponent, whom we think would have performed the part of the "fat boy" in Pickwick to better advantage than he did on the above occasion. But notwithstanding his corporation and weight he managed from the start to keep well in front of the little man, whose vain struggles and fearfully contorted features caused the more than an hour, and so tearful as if about hundred pounds. Wounded.—Whetanu was baptised Rebecca, to Richard, and by that name he is mentioned in the writings of the late Dr. Ferdinand von Hochstetter. At all events, says the Taylor Telegraph, he went with that dissented tenant on his journeyings through the interior of the North Island. Both he and his wife were educated at the Three Kings, close to Auckland. His house is on the Tokiaa Valley and there he has attained to great respect, while living at Whatiwhatihoe and other neighbouring pahs. Wiri ... is no stout, and no rheumatism, and he is no weak. Reportedly, he has lived in Raglan. Pinnacle.—The inconvenience and hardship which would result from surcharging letters on Brindisi with double postage, was represented to the Postmaster-General by Messrs. Dunsmuir, Walker and Co. and Mr. J. W. Craig, of Napier. They telegraphed suggesting that the operation of the new regulation should be postponed until February, to give correspondents at this end an opportunity of communicating with their London agents. Good Catch.—A young woman from the country was coming to see her sweetheart by the Rangataua. Mr. Ashworth. Ensign—Mr. W. Owens was brought up at the Resident Magistrate's Court yesterday afternoon on a charge of lunacy, but the case did not come on for hearing, owing to there being no information laid against the accused. It appears that Constable Vickers arrested Owen at Waipiro owing to information supplied to him by Mr. Harding, and brought him down to Tolaga Bay with Mr. Harding, where he left his charge in the safe custody of Constable Sheppard. [620, 44, 790, 697]
early-closing-body: An Early Closing Association was formed here last night. A largely-attended meeting of draper's assistants has been held to invite the co-operation of other trades in order to get shops closed at 6 p.m. on Saturday, and to obtain a half holiday during the week. [952, 86, 1095, 138]
arrivals-heading: ARRIVALS. [63, 120, 114, 130]
own-correspondent: [Own Correspondent.] [844, 1257, 899, 1264]
money-saved-text: Money saved is money earned without extra labor. [160, 301, 303, 310]
columns [24, 42, 1098, 1620]
own-correspondent: [Own Correspondent.] [996, 259, 1051, 266]
calendar-day: Monday [315, 727, 371, 737]
tide-cell: Friday [29, 89, 46, 97]
tharratt-notice-heading: NOTICE [211, 358, 251, 369]
tide-cell: 5.43 [131, 106, 143, 114]
own-correspondent: [Own Correspondent.] [844, 994, 899, 1001]
editorial-beet-sugar: The Beet-root Sugar Act, passed the other day, is a short measure of four clauses. The first gives the title of the Act, and the following three provide the scheme of the measure. The Colonial Treasurer shall, out of the Consolidated Fund, pay to the person producing the same one halfpenny per pound on the first one thousand tons of sugar produced from beet-root or sorghum grown in this colony; no duty by way of excise or otherwise shall be levied for fifteen years from the first day of January, 1885, on any sugar produced in this Colony from beet-root or sorghum grown in this Colony while the present import of one halfpenny per pound still continues; but, if the import duty is increased, then an excise duty may be levied so long as one halfpenny per pound at least remains as the difference of duty charged on sugar imported and sugar produced in the colony from beet-root or sorghum grown in this colony. If during fifteen years after the passing of this Act the present import duty on sugar is removed or reduced, a sum shall be paid during such removal or reduction per pound on sugar produced in this colony from beet-root or sorghum grown in the colony to every person producing the same equal to the duty so removed or produced, but never exceeding one halfpenny per pound. [468, 862, 612, 1094]
